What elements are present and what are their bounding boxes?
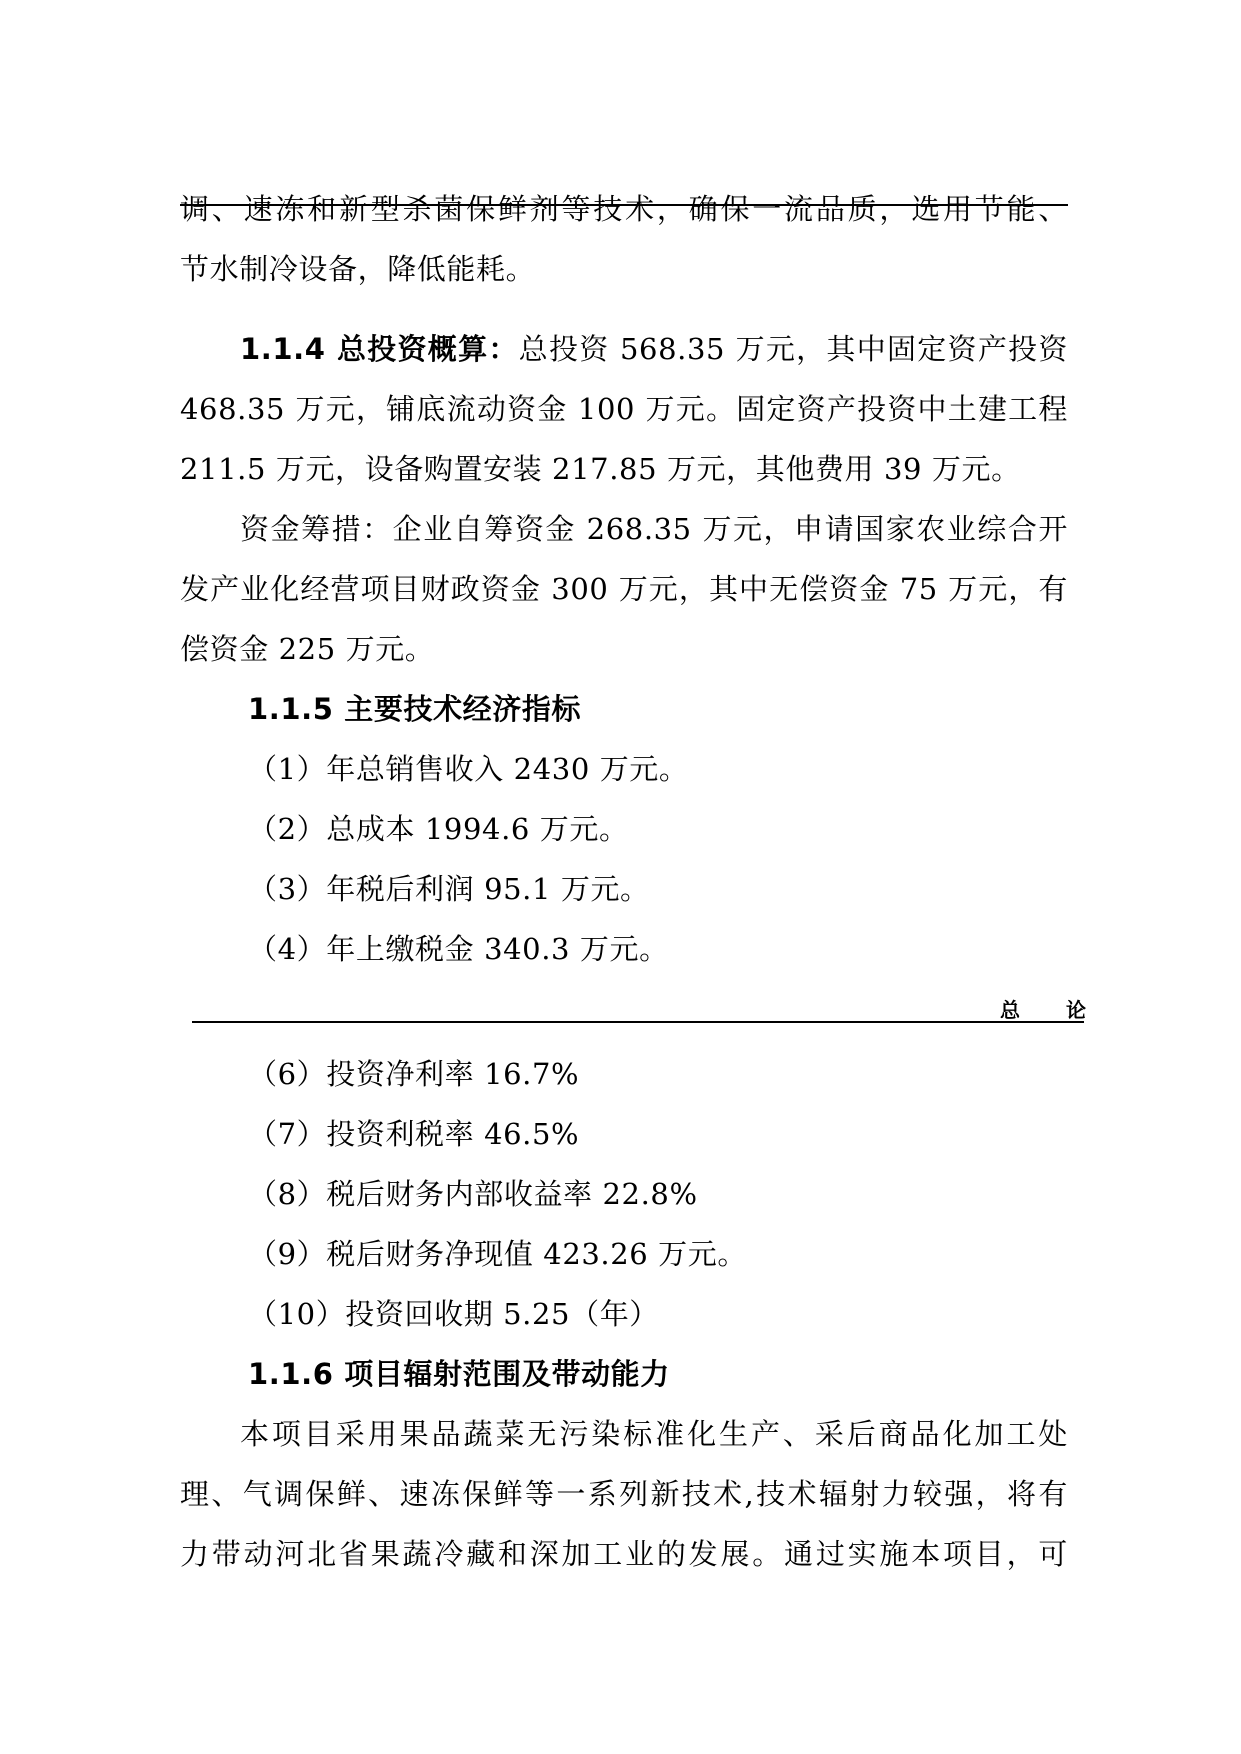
body-line: 调、速冻和新型杀菌保鲜剂等技术，确保一流品质，选用节能、	[180, 192, 1068, 226]
section-heading-1-1-5: 1.1.5 主要技术经济指标	[248, 692, 582, 726]
investment-paragraph-line: 211.5 万元，设备购置安装 217.85 万元，其他费用 39 万元。	[180, 452, 1021, 486]
body-line: 节水制冷设备，降低能耗。	[180, 252, 536, 286]
investment-paragraph-line	[240, 329, 1068, 369]
funding-line: 偿资金 225 万元。	[180, 632, 435, 666]
investment-paragraph-line: 468.35 万元，铺底流动资金 100 万元。固定资产投资中土建工程	[180, 392, 1068, 426]
funding-line: 发产业化经营项目财政资金 300 万元，其中无偿资金 75 万元，有	[180, 572, 1068, 606]
radiation-line: 本项目采用果品蔬菜无污染标准化生产、采后商品化加工处	[240, 1417, 1068, 1451]
indicator-item: （2）总成本 1994.6 万元。	[248, 812, 629, 846]
funding-line: 资金筹措：企业自筹资金 268.35 万元，申请国家农业综合开	[240, 512, 1068, 546]
section-heading-1-1-4: 1.1.4 总投资概算：	[240, 332, 519, 366]
header-rule	[192, 1021, 1084, 1023]
indicator-item: （3）年税后利润 95.1 万元。	[248, 872, 650, 906]
radiation-line: 理、气调保鲜、速冻保鲜等一系列新技术,技术辐射力较强，将有	[180, 1477, 1068, 1511]
indicator-item: （9）税后财务净现值 423.26 万元。	[248, 1237, 747, 1271]
indicator-item: （7）投资利税率 46.5%	[248, 1117, 580, 1151]
radiation-line: 力带动河北省果蔬冷藏和深加工业的发展。通过实施本项目，可	[180, 1537, 1068, 1571]
indicator-item: （4）年上缴税金 340.3 万元。	[248, 932, 669, 966]
investment-text: 总投资 568.35 万元，其中固定资产投资	[518, 332, 1069, 366]
indicator-item: （6）投资净利率 16.7%	[248, 1057, 580, 1091]
section-heading-1-1-6: 1.1.6 项目辐射范围及带动能力	[248, 1357, 670, 1391]
indicator-item: （8）税后财务内部收益率 22.8%	[248, 1177, 698, 1211]
indicator-item: （1）年总销售收入 2430 万元。	[248, 752, 689, 786]
indicator-item: （10）投资回收期 5.25（年）	[248, 1297, 659, 1331]
running-header: 总 论	[1000, 998, 1086, 1022]
